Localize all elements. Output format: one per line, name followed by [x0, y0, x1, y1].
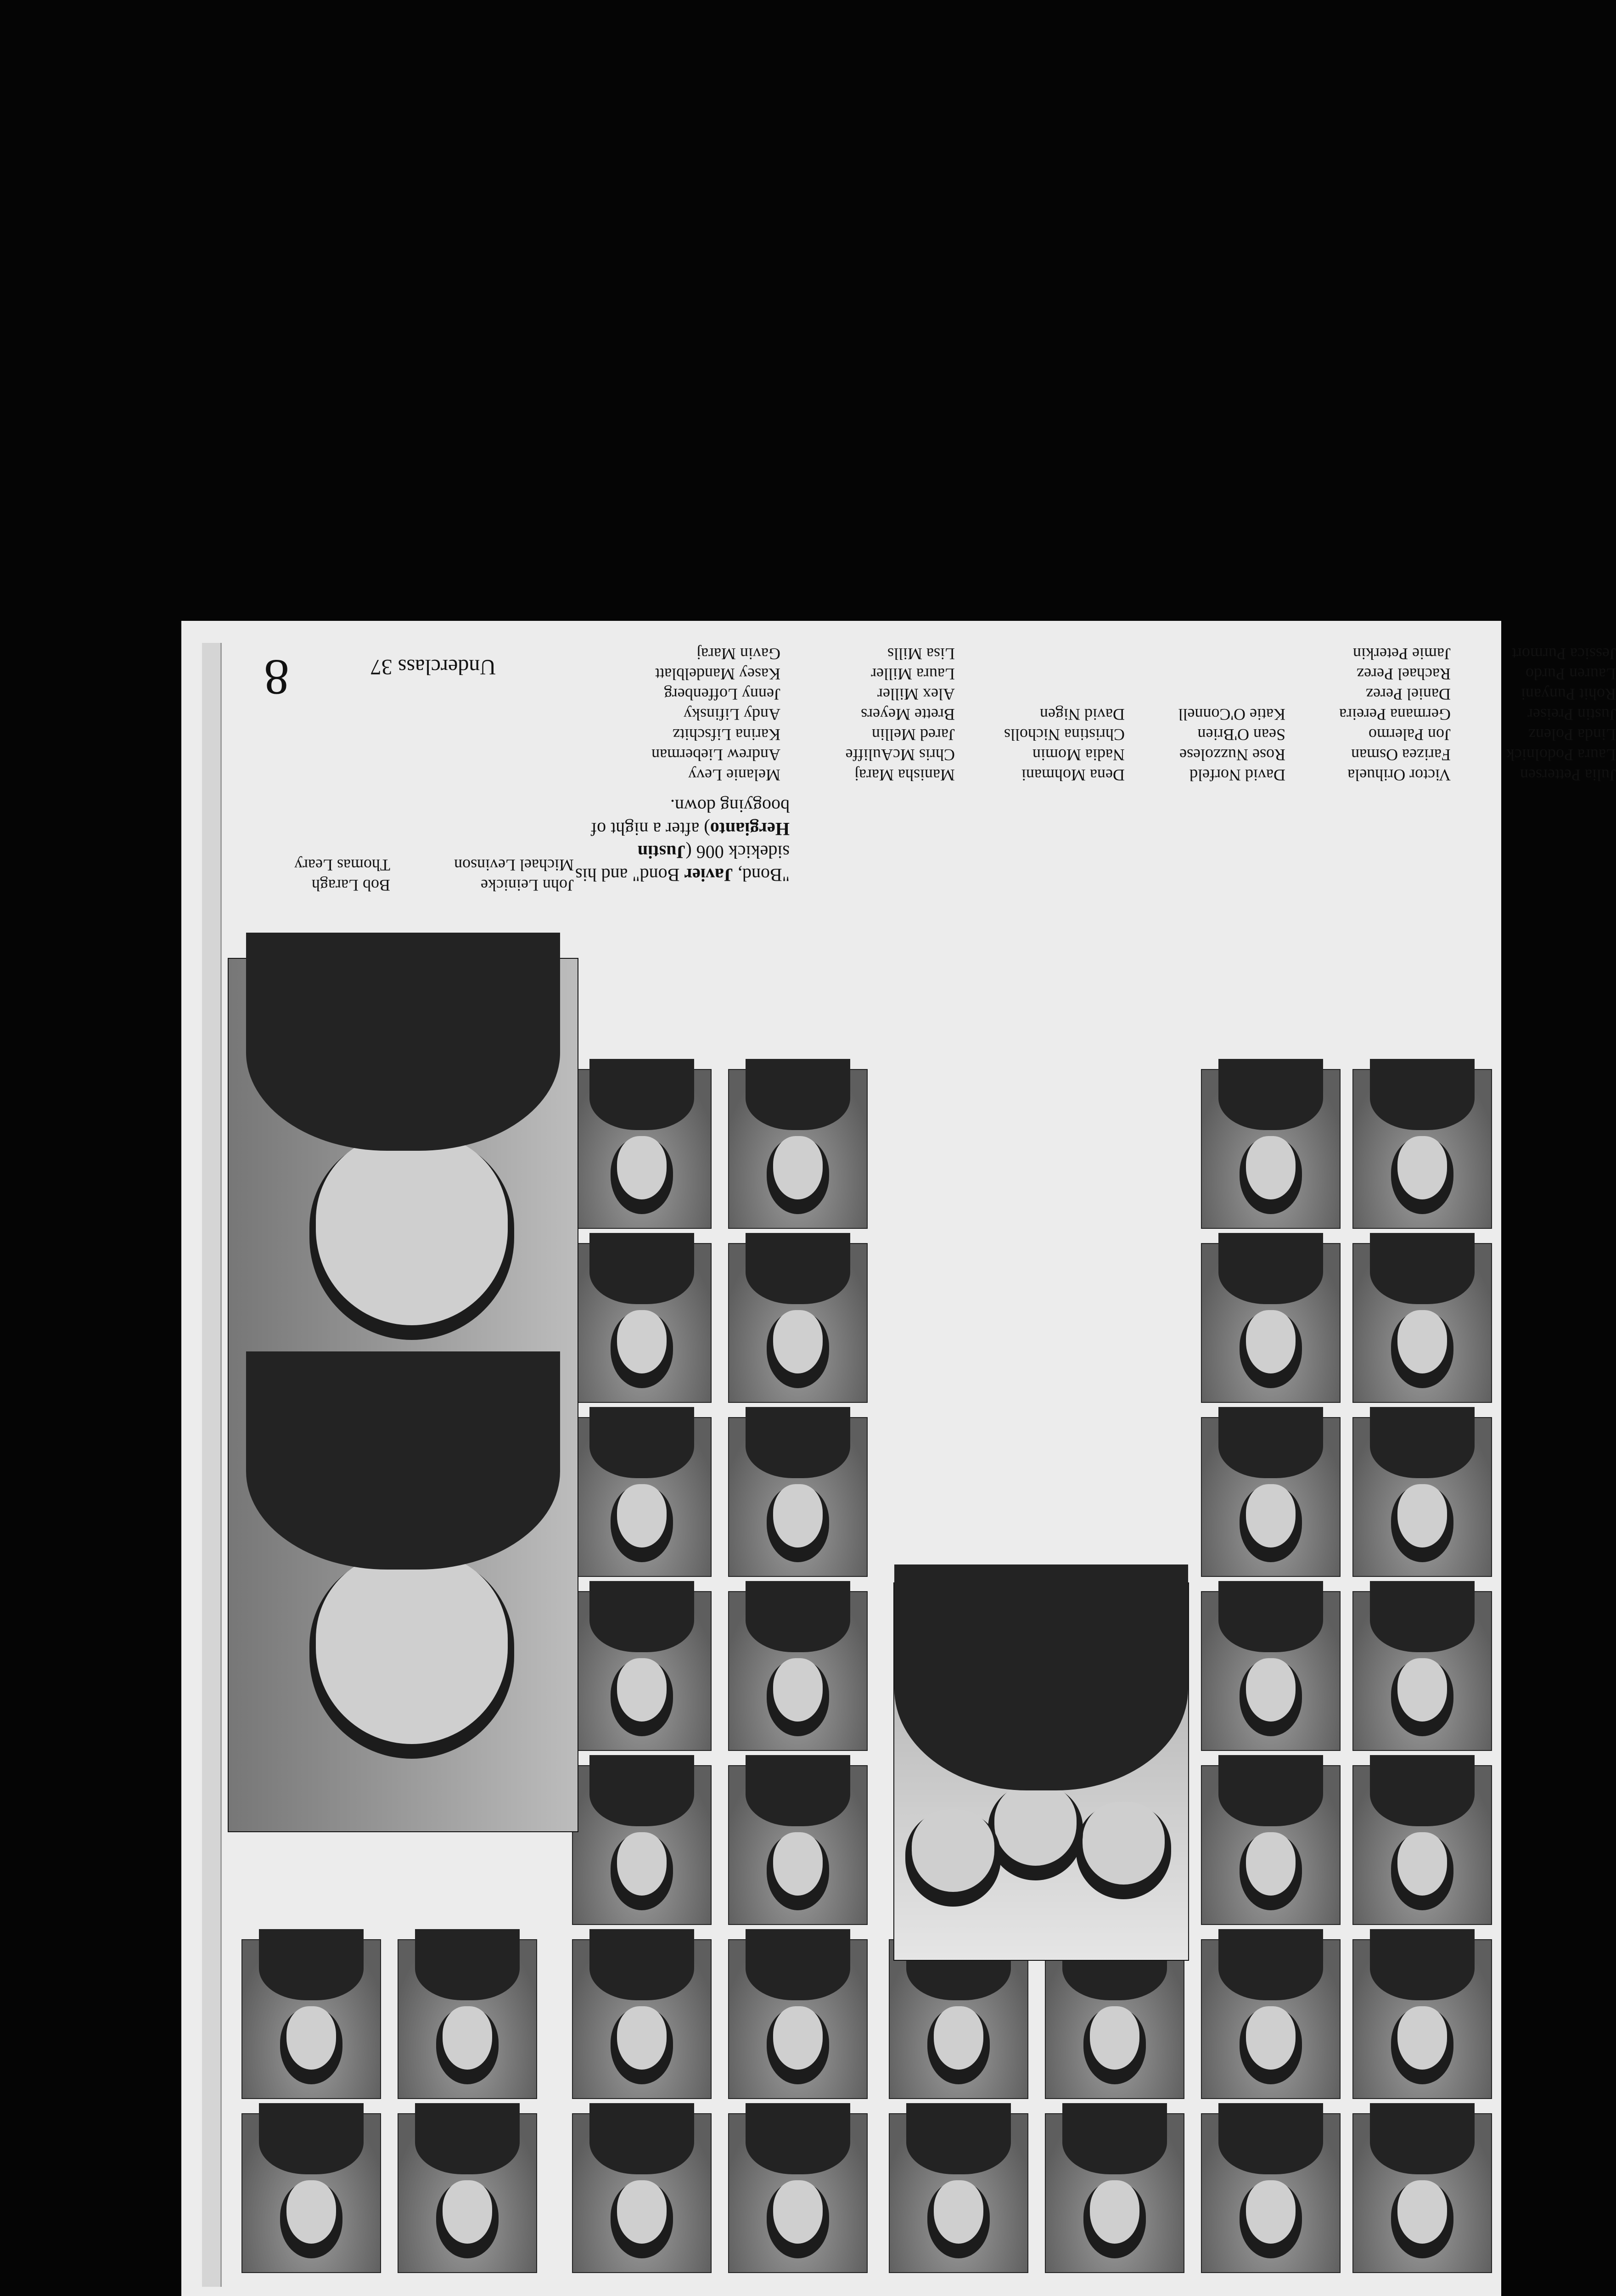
name: Lauren Purdo — [1526, 665, 1616, 683]
name: Victor Orihuela — [1347, 766, 1451, 784]
name: Farizea Osman — [1351, 746, 1451, 764]
name: Julia Pettersen — [1520, 766, 1616, 784]
name: Thomas Leary — [294, 856, 390, 874]
name: Karina Lifschitz — [673, 726, 780, 744]
caption-name-javier: Javier — [684, 865, 733, 885]
name: Rachael Perez — [1357, 665, 1451, 683]
name: Manisha Maraj — [854, 766, 955, 784]
section-name: Underclass — [398, 655, 496, 679]
name: Alex Miller — [877, 685, 955, 703]
name: Bob Laragh — [312, 876, 390, 895]
name-list-col8 — [1506, 644, 1616, 785]
name: Nadia Momin — [1032, 746, 1125, 764]
caption-name-justin: Justin Hergianto — [637, 819, 790, 862]
name: Laura Miller — [871, 665, 955, 683]
name: Jared Mellin — [872, 726, 955, 744]
name: Dena Mohmani — [1021, 766, 1125, 784]
page-spine — [202, 643, 222, 2287]
name: Rohit Punyani — [1521, 685, 1616, 703]
name: John Leinicke — [481, 876, 574, 895]
name: David Norfeld — [1190, 766, 1285, 784]
name: Daniel Perez — [1366, 685, 1451, 703]
page-number: 37 — [370, 655, 393, 679]
name: Jamie Peterkin — [1353, 645, 1451, 663]
name: Lisa Mills — [887, 645, 955, 663]
name: David Nigen — [1040, 705, 1125, 724]
name: Gavin Maraj — [696, 645, 780, 663]
name: Kasey Mandelblatt — [655, 665, 780, 683]
page-content-extra — [225, 629, 1497, 2282]
photo-caption: "Bond, Javier Bond" and his sidekick 006 (Justin Hergianto) after a night of boogying down. — [575, 796, 790, 885]
name: Andy Lifinsky — [684, 705, 780, 724]
name: Linda Polenz — [1528, 726, 1616, 744]
name: Jenny Loffenberg — [664, 685, 780, 703]
name: Jessica Purmort — [1512, 645, 1616, 663]
name: Brette Meyers — [861, 705, 955, 724]
name: Chris McAuliffe — [845, 746, 955, 764]
handwritten-mark: 8 — [264, 649, 289, 705]
name: Germana Pereira — [1339, 705, 1451, 724]
name: Melanie Levy — [688, 766, 780, 784]
name: Michael Levinson — [454, 856, 574, 874]
name: Andrew Lieberman — [651, 746, 780, 764]
name: Rose Nuzzolese — [1179, 746, 1285, 764]
name: Christina Nicholls — [1004, 726, 1125, 744]
name: Justin Preiser — [1527, 705, 1616, 724]
name: Sean O'Brien — [1197, 726, 1285, 744]
name: Jon Palermo — [1369, 726, 1451, 744]
name: Katie O'Connell — [1178, 705, 1285, 724]
name: Laura Podolnick — [1506, 746, 1616, 764]
